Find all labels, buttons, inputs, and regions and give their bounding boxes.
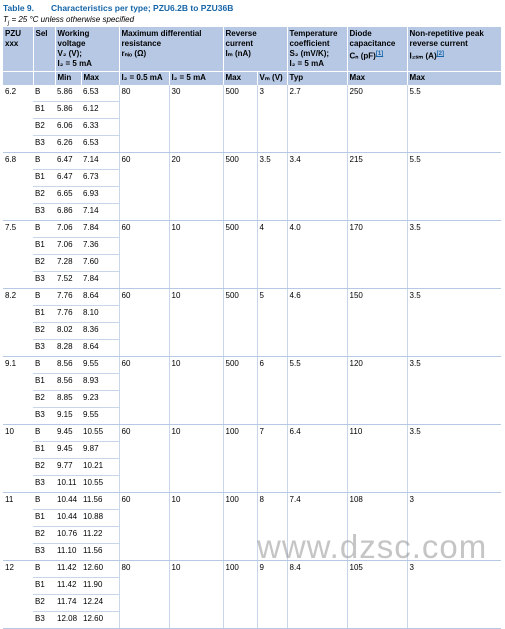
cell-sel: B [33, 357, 55, 374]
cell-vr: 4 [257, 221, 287, 289]
cell-sel: B [33, 221, 55, 238]
cell-vz-max: 8.93 [81, 374, 119, 391]
subheader-vz-max: Max [81, 72, 119, 86]
cell-rdif-5ma: 10 [169, 289, 223, 357]
cell-sel: B1 [33, 102, 55, 119]
cell-vz-min: 9.45 [55, 425, 81, 442]
cell-vz-max: 9.23 [81, 391, 119, 408]
cell-izsm-max: 3.5 [407, 289, 501, 357]
cell-pzu: 6.2 [3, 85, 33, 153]
cell-rdif-0-5ma: 60 [119, 289, 169, 357]
cell-sz-typ: 5.5 [287, 357, 347, 425]
cell-rdif-5ma: 10 [169, 425, 223, 493]
table-number: Table 9. [3, 3, 35, 13]
cell-sel: B2 [33, 255, 55, 272]
cell-sel: B1 [33, 578, 55, 595]
cell-rdif-0-5ma: 60 [119, 153, 169, 221]
cell-sz-typ: 2.7 [287, 85, 347, 153]
cell-vz-min: 6.65 [55, 187, 81, 204]
table-row [3, 221, 501, 238]
cell-vz-min: 11.10 [55, 544, 81, 561]
cell-sel: B3 [33, 340, 55, 357]
cell-vz-max: 7.84 [81, 221, 119, 238]
cell-sz-typ: 4.6 [287, 289, 347, 357]
cell-pzu: 12 [3, 561, 33, 629]
cell-cd-max: 170 [347, 221, 407, 289]
cell-rdif-5ma: 10 [169, 221, 223, 289]
cell-rdif-5ma: 10 [169, 561, 223, 629]
cell-sel: B2 [33, 187, 55, 204]
table-conditions: $T_j = 25$ °C unless otherwise specified [3, 15, 135, 27]
cell-sel: B1 [33, 442, 55, 459]
cell-sel: B3 [33, 272, 55, 289]
cell-pzu: 9.1 [3, 357, 33, 425]
cell-vz-max: 7.60 [81, 255, 119, 272]
cell-ir-max: 100 [223, 561, 257, 629]
cell-vz-max: 12.60 [81, 561, 119, 578]
subheader-empty [3, 72, 33, 86]
cell-cd-max: 110 [347, 425, 407, 493]
cell-vz-max: 8.36 [81, 323, 119, 340]
cell-sel: B3 [33, 476, 55, 493]
cell-sel: B2 [33, 391, 55, 408]
cell-vz-max: 10.55 [81, 476, 119, 493]
header-working-voltage: Working voltage V₂ (V); I₂ = 5 mA [55, 27, 119, 72]
subheader-rdif-5ma: I₂ = 5 mA [169, 72, 223, 86]
cell-sz-typ: 6.4 [287, 425, 347, 493]
subheader-izsm-max: Max [407, 72, 501, 86]
cell-vz-min: 8.56 [55, 357, 81, 374]
cell-vz-min: 5.86 [55, 85, 81, 102]
cell-ir-max: 500 [223, 289, 257, 357]
cell-sz-typ: 4.0 [287, 221, 347, 289]
cell-pzu: 7.5 [3, 221, 33, 289]
table-caption [3, 3, 233, 13]
cell-rdif-5ma: 20 [169, 153, 223, 221]
cell-pzu: 10 [3, 425, 33, 493]
cell-vz-min: 11.42 [55, 578, 81, 595]
cell-pzu: 11 [3, 493, 33, 561]
cell-ir-max: 500 [223, 153, 257, 221]
cell-vz-max: 9.87 [81, 442, 119, 459]
cell-izsm-max: 5.5 [407, 85, 501, 153]
cell-sel: B3 [33, 136, 55, 153]
cell-izsm-max: 3.5 [407, 221, 501, 289]
cell-vz-min: 7.52 [55, 272, 81, 289]
cell-vz-min: 11.74 [55, 595, 81, 612]
header-temperature-coefficient: Temperature coefficient S₂ (mV/K); I₂ = 5 mA [287, 27, 347, 72]
cell-vz-max: 6.53 [81, 85, 119, 102]
subheader-empty [33, 72, 55, 86]
cell-sel: B3 [33, 544, 55, 561]
subheader-ir-max: Max [223, 72, 257, 86]
cell-sel: B2 [33, 119, 55, 136]
cell-ir-max: 500 [223, 85, 257, 153]
table-row [3, 289, 501, 306]
cell-sel: B [33, 153, 55, 170]
cell-rdif-0-5ma: 80 [119, 561, 169, 629]
cell-izsm-max: 3.5 [407, 357, 501, 425]
cell-rdif-0-5ma: 60 [119, 221, 169, 289]
cell-vz-max: 6.93 [81, 187, 119, 204]
cell-vz-min: 7.76 [55, 289, 81, 306]
cell-sel: B2 [33, 459, 55, 476]
cell-izsm-max: 3 [407, 561, 501, 629]
cell-sel: B2 [33, 595, 55, 612]
cell-vz-min: 7.28 [55, 255, 81, 272]
cell-rdif-0-5ma: 80 [119, 85, 169, 153]
cell-vz-max: 7.14 [81, 204, 119, 221]
cell-cd-max: 105 [347, 561, 407, 629]
header-pzu: PZU xxx [3, 27, 33, 72]
table-row [3, 85, 501, 102]
cell-vr: 5 [257, 289, 287, 357]
cell-vz-min: 6.26 [55, 136, 81, 153]
cell-vz-min: 9.45 [55, 442, 81, 459]
cell-vz-max: 11.56 [81, 544, 119, 561]
table-row [3, 153, 501, 170]
cell-vz-max: 7.36 [81, 238, 119, 255]
cell-rdif-0-5ma: 60 [119, 357, 169, 425]
cell-sel: B1 [33, 170, 55, 187]
cell-sel: B [33, 561, 55, 578]
subheader-rdif-0-5ma: I₂ = 0.5 mA [119, 72, 169, 86]
cell-vz-max: 6.53 [81, 136, 119, 153]
cell-ir-max: 500 [223, 357, 257, 425]
cell-vz-max: 11.22 [81, 527, 119, 544]
cell-vz-max: 12.60 [81, 612, 119, 629]
cell-vr: 3 [257, 85, 287, 153]
cell-vz-max: 6.12 [81, 102, 119, 119]
cell-vz-min: 6.06 [55, 119, 81, 136]
cell-sz-typ: 3.4 [287, 153, 347, 221]
cell-sel: B [33, 289, 55, 306]
cell-vz-max: 8.64 [81, 289, 119, 306]
cell-vz-max: 8.64 [81, 340, 119, 357]
cell-sel: B1 [33, 510, 55, 527]
cell-vz-min: 6.47 [55, 170, 81, 187]
table-row [3, 425, 501, 442]
cell-vr: 6 [257, 357, 287, 425]
cell-vz-max: 6.33 [81, 119, 119, 136]
footnote-ref-2[interactable]: [2] [436, 51, 444, 57]
cell-sz-typ: 7.4 [287, 493, 347, 561]
cell-rdif-0-5ma: 60 [119, 425, 169, 493]
cell-vz-min: 5.86 [55, 102, 81, 119]
cell-sel: B2 [33, 323, 55, 340]
cell-sel: B1 [33, 374, 55, 391]
subheader-sz-typ: Typ [287, 72, 347, 86]
cell-cd-max: 150 [347, 289, 407, 357]
cell-sel: B [33, 85, 55, 102]
cell-vz-min: 8.02 [55, 323, 81, 340]
footnote-ref-1[interactable]: [1] [375, 51, 384, 57]
table-row [3, 357, 501, 374]
cell-vz-min: 11.42 [55, 561, 81, 578]
cell-sel: B [33, 425, 55, 442]
cell-vz-min: 6.47 [55, 153, 81, 170]
cell-rdif-5ma: 30 [169, 85, 223, 153]
cell-vz-min: 7.06 [55, 238, 81, 255]
cell-vz-max: 7.84 [81, 272, 119, 289]
cell-vr: 8 [257, 493, 287, 561]
header-non-repetitive-peak-reverse-current: Non-repetitive peak reverse current I₂ₛₘ (A)[2] [407, 27, 501, 72]
cell-vz-min: 8.28 [55, 340, 81, 357]
cell-vz-min: 6.86 [55, 204, 81, 221]
cell-vz-max: 12.24 [81, 595, 119, 612]
cell-sel: B [33, 493, 55, 510]
cell-vz-min: 10.44 [55, 510, 81, 527]
subheader-vz-min: Min [55, 72, 81, 86]
cell-pzu: 6.8 [3, 153, 33, 221]
cell-izsm-max: 5.5 [407, 153, 501, 221]
watermark: www.dzsc.com [257, 528, 488, 565]
cell-cd-max: 108 [347, 493, 407, 561]
cell-vz-max: 7.14 [81, 153, 119, 170]
cell-sz-typ: 8.4 [287, 561, 347, 629]
cell-vz-min: 10.11 [55, 476, 81, 493]
cell-cd-max: 250 [347, 85, 407, 153]
cell-cd-max: 215 [347, 153, 407, 221]
cell-vz-max: 10.55 [81, 425, 119, 442]
cell-ir-max: 100 [223, 493, 257, 561]
cell-vz-min: 12.08 [55, 612, 81, 629]
cell-vz-min: 7.06 [55, 221, 81, 238]
header-reverse-current: Reverse current Iₘ (nA) [223, 27, 287, 72]
cell-sel: B1 [33, 238, 55, 255]
cell-pzu: 8.2 [3, 289, 33, 357]
header-max-differential-resistance: Maximum differential resistance rₙᵢₒ (Ω) [119, 27, 223, 72]
cell-vz-min: 9.77 [55, 459, 81, 476]
cell-vz-max: 6.73 [81, 170, 119, 187]
cell-vz-min: 8.85 [55, 391, 81, 408]
cell-ir-max: 500 [223, 221, 257, 289]
cell-vz-max: 9.55 [81, 408, 119, 425]
table-row [3, 493, 501, 510]
header-sel: Sel [33, 27, 55, 72]
header-diode-capacitance: Diode capacitance Cₙ (pF)[1] [347, 27, 407, 72]
cell-vz-max: 11.56 [81, 493, 119, 510]
cell-vz-max: 8.10 [81, 306, 119, 323]
cell-vz-min: 8.56 [55, 374, 81, 391]
cell-sel: B3 [33, 408, 55, 425]
subheader-cd-max: Max [347, 72, 407, 86]
cell-vz-min: 10.76 [55, 527, 81, 544]
cell-vr: 3.5 [257, 153, 287, 221]
cell-vz-min: 9.15 [55, 408, 81, 425]
cell-sel: B3 [33, 204, 55, 221]
cell-rdif-0-5ma: 60 [119, 493, 169, 561]
cell-vz-min: 10.44 [55, 493, 81, 510]
cell-rdif-5ma: 10 [169, 493, 223, 561]
cell-vz-min: 7.76 [55, 306, 81, 323]
cell-ir-max: 100 [223, 425, 257, 493]
cell-vz-max: 9.55 [81, 357, 119, 374]
cell-vr: 9 [257, 561, 287, 629]
cell-vr: 7 [257, 425, 287, 493]
cell-vz-max: 11.90 [81, 578, 119, 595]
subheader-vr: Vₘ (V) [257, 72, 287, 86]
cell-izsm-max: 3.5 [407, 425, 501, 493]
table-title: Characteristics per type; PZU6.2B to PZU36B [51, 3, 234, 13]
cell-sel: B2 [33, 527, 55, 544]
cell-izsm-max: 3 [407, 493, 501, 561]
cell-sel: B3 [33, 612, 55, 629]
cell-cd-max: 120 [347, 357, 407, 425]
cell-sel: B1 [33, 306, 55, 323]
cell-vz-max: 10.88 [81, 510, 119, 527]
cell-vz-max: 10.21 [81, 459, 119, 476]
cell-rdif-5ma: 10 [169, 357, 223, 425]
